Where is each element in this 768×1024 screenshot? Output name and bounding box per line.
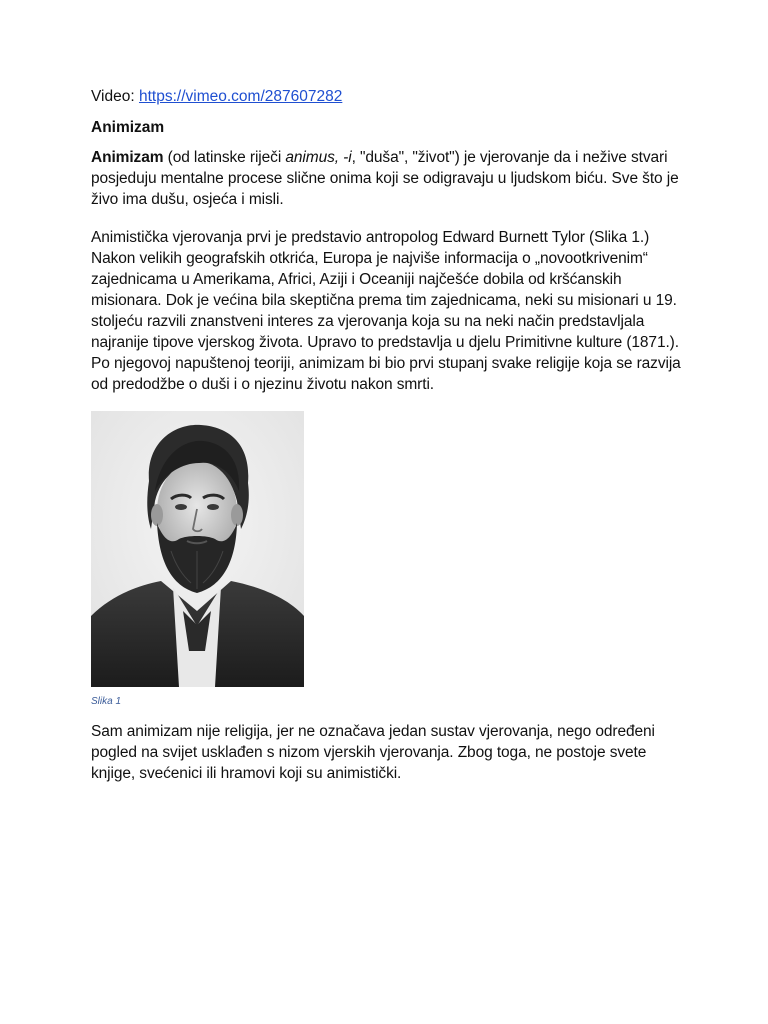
figure-caption: Slika 1 <box>91 696 122 707</box>
portrait-figure <box>91 411 304 687</box>
section-heading: Animizam <box>91 119 165 136</box>
closing-paragraph: Sam animizam nije religija, jer ne označava jedan sustav vjerovanja, nego određeni pogled na svijet usklađen s nizom vjerskih vjerovanja. Zbog toga, ne postoje svete knjige, svećenici ili hramovi koji su animistički. <box>91 723 655 782</box>
intro-italic-term: animus, -i <box>285 149 352 166</box>
video-link[interactable]: https://vimeo.com/287607282 <box>138 88 343 105</box>
intro-text-a: (od latinske riječi <box>163 149 286 166</box>
intro-bold-term: Animizam <box>91 149 164 166</box>
video-label: Video: <box>91 88 139 105</box>
video-line <box>91 86 691 107</box>
history-paragraph: Animistička vjerovanja prvi je predstavio antropolog Edward Burnett Tylor (Slika 1.) Nakon velikih geografskih otkrića, Europa je najviše informacija o „novootkrivenim“ zajednicama u Amerikama, Africi, Aziji i Oceaniji najčešće dobila od kršćanskih misionara. Dok je većina bila skeptična prema tim zajednicama, neki su misionari u 19. stoljeću razvili znanstveni interes za vjerovanja koja su na neki način predstavljala najranije tipove vjerskog života. Upravo to predstavlja u djelu Primitivne kulture (1871.). Po njegovoj napuštenoj teoriji, animizam bi bio prvi stupanj svake religije koja se razvija od predodžbe o duši i o njezinu životu nakon smrti. <box>91 229 681 393</box>
intro-text-b: , "duša", "život") je vjerovanje da i nežive stvari posjeduju mentalne procese slične onima koji se odigravaju u ljudskom biću. Sve što je živo ima dušu, osjeća i misli. <box>91 149 679 208</box>
intro-paragraph <box>91 147 691 210</box>
portrait-image <box>91 411 304 687</box>
document-page <box>91 86 691 784</box>
